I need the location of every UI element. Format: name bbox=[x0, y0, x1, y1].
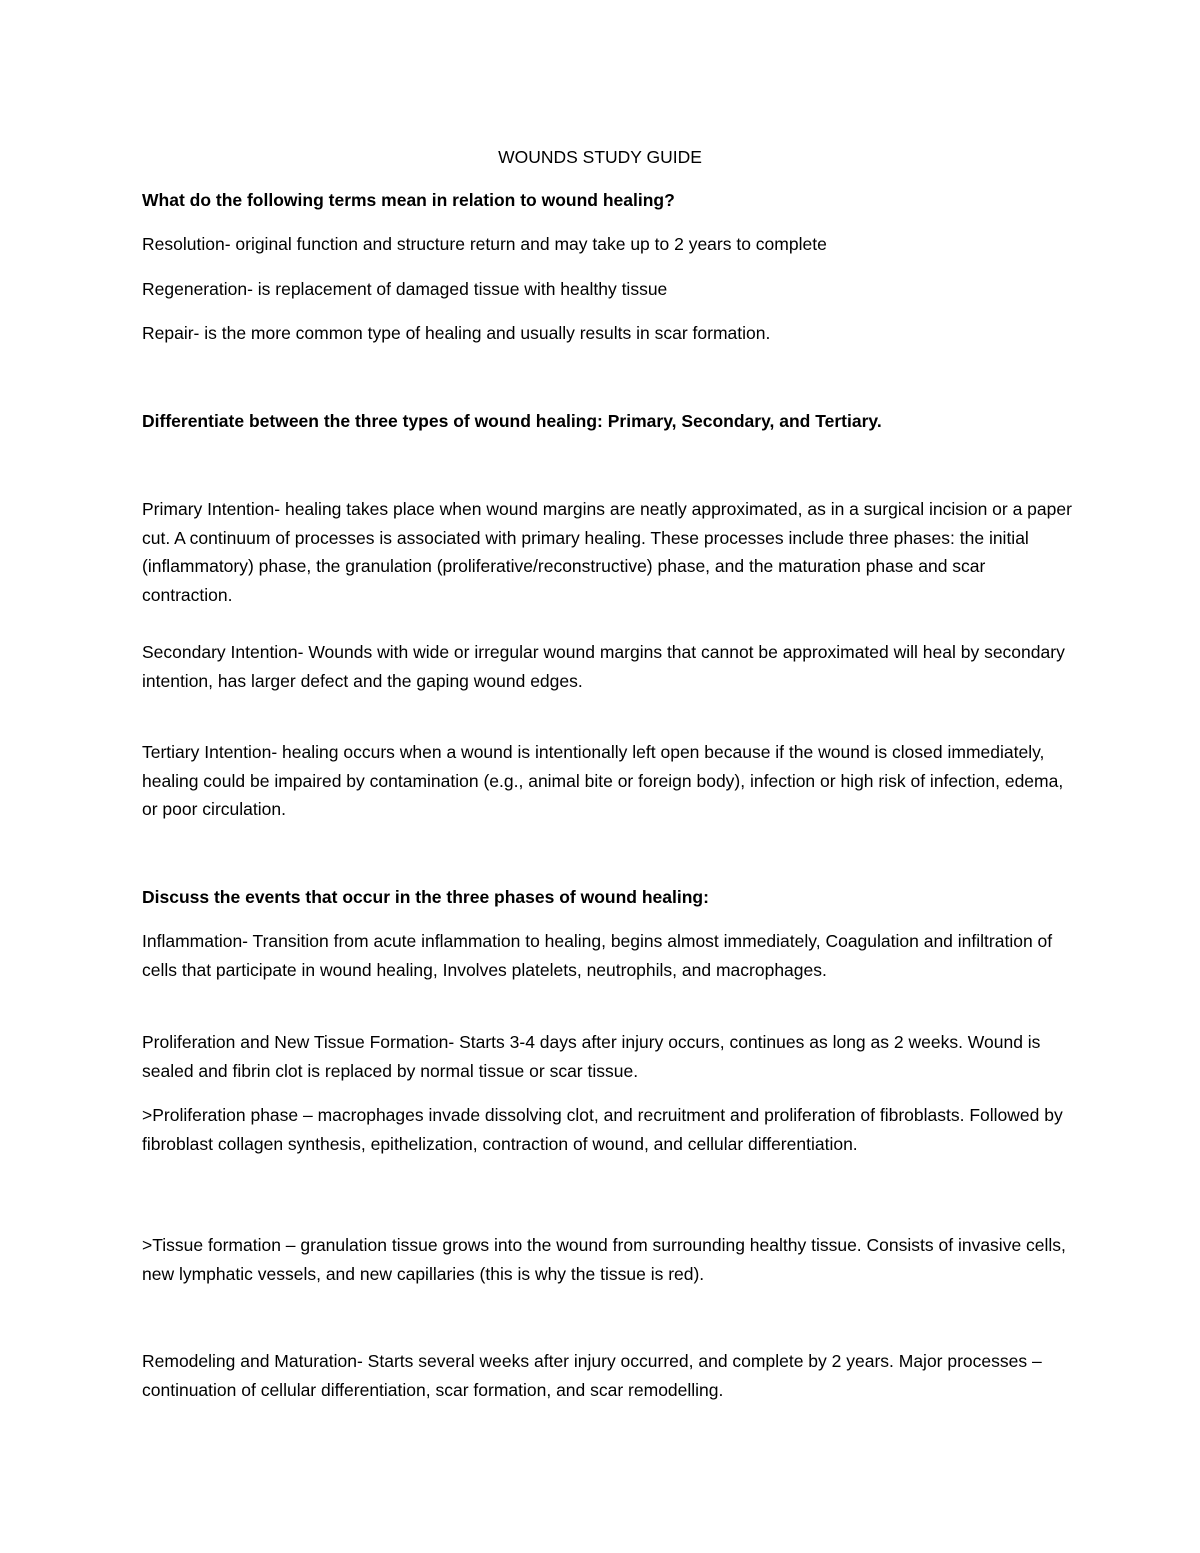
paragraph-proliferation: Proliferation and New Tissue Formation- Starts 3-4 days after injury occurs, continues as long as 2 weeks. Wound is sealed and fibrin clot is replaced by normal tissue or scar tissue. bbox=[142, 1032, 1041, 1081]
definition-regeneration: Regeneration- is replacement of damaged tissue with healthy tissue bbox=[142, 279, 668, 299]
question-phases: Discuss the events that occur in the three phases of wound healing: bbox=[142, 887, 709, 907]
paragraph-tissue-formation: >Tissue formation – granulation tissue grows into the wound from surrounding healthy tissue. Consists of invasive cells, new lymphatic vessels, and new capillaries (this is why the tissue is red). bbox=[142, 1235, 1066, 1284]
question-terms: What do the following terms mean in relation to wound healing? bbox=[142, 190, 675, 210]
paragraph-proliferation-phase: >Proliferation phase – macrophages invade dissolving clot, and recruitment and proliferation of fibroblasts. Followed by fibroblast collagen synthesis, epithelization, contraction of wound, and cellular differentiation. bbox=[142, 1105, 1063, 1154]
document-title: WOUNDS STUDY GUIDE bbox=[498, 147, 702, 167]
paragraph-primary-intention: Primary Intention- healing takes place when wound margins are neatly approximated, as in a surgical incision or a paper cut. A continuum of processes is associated with primary healing. These processes include three phases: the initial (inflammatory) phase, the granulation (proliferative/reconstructive) phase, and the maturation phase and scar contraction. bbox=[142, 499, 1072, 605]
definition-resolution: Resolution- original function and structure return and may take up to 2 years to complete bbox=[142, 234, 827, 254]
question-types: Differentiate between the three types of wound healing: Primary, Secondary, and Tertiary. bbox=[142, 411, 882, 431]
paragraph-remodeling: Remodeling and Maturation- Starts several weeks after injury occurred, and complete by 2 years. Major processes – continuation of cellular differentiation, scar formation, and scar remodelling. bbox=[142, 1351, 1042, 1400]
paragraph-tertiary-intention: Tertiary Intention- healing occurs when a wound is intentionally left open because if the wound is closed immediately, healing could be impaired by contamination (e.g., animal bite or foreign body), infection or high risk of infection, edema, or poor circulation. bbox=[142, 742, 1064, 819]
definition-repair: Repair- is the more common type of healing and usually results in scar formation. bbox=[142, 323, 771, 343]
paragraph-secondary-intention: Secondary Intention- Wounds with wide or irregular wound margins that cannot be approximated will heal by secondary intention, has larger defect and the gaping wound edges. bbox=[142, 642, 1065, 691]
paragraph-inflammation: Inflammation- Transition from acute inflammation to healing, begins almost immediately, Coagulation and infiltration of cells that participate in wound healing, Involves platelets, neutrophils, and macrophages. bbox=[142, 931, 1053, 980]
